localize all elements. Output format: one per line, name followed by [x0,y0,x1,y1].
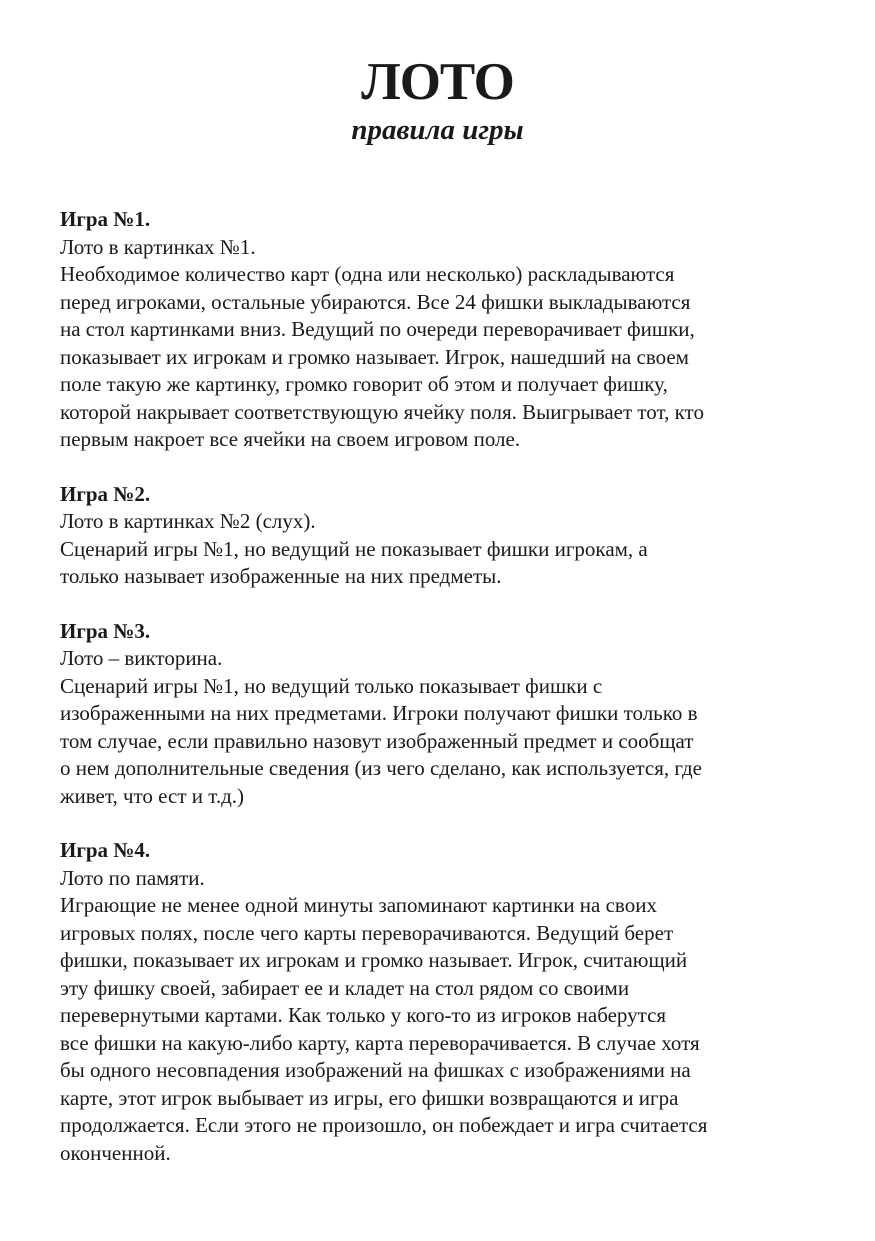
rule-line: Сценарий игры №1, но ведущий только показывает фишки с [60,673,603,698]
game-name: Лото в картинках №1. [60,234,256,259]
game-3-section [60,618,820,811]
rule-line: о нем дополнительные сведения (из чего сделано, как используется, где [60,756,702,780]
game-1-section [60,206,820,454]
rule-line: поле такую же картинку, громко говорит об этом и получает фишку, [60,372,668,396]
rule-line: фишки, показывает их игрокам и громко называет. Игрок, считающий [60,948,688,972]
rule-line: Сценарий игры №1, но ведущий не показывает фишки игрокам, а [60,536,648,561]
rule-line: том случае, если правильно назовут изображенный предмет и сообщат [60,728,694,753]
rule-line: живет, что ест и т.д.) [60,783,245,808]
rule-line: эту фишку своей, забирает ее и кладет на стол рядом со своими [60,975,630,1000]
rule-line: продолжается. Если этого не произошло, он побеждает и игра считается [60,1113,708,1137]
game-4-section [60,837,820,1167]
rule-line: на стол картинками вниз. Ведущий по очереди переворачивает фишки, [60,317,695,341]
game-2-section [60,481,820,591]
rule-line: игровых полях, после чего карты переворачиваются. Ведущий берет [60,920,674,945]
rule-line: перед игроками, остальные убираются. Все 24 фишки выкладываются [60,289,691,314]
rule-line: которой накрывает соответствующую ячейку поля. Выигрывает тот, кто [60,399,704,424]
rules-content [60,206,820,1194]
rule-line: все фишки на какую-либо карту, карта переворачивается. В случае хотя [60,1030,700,1055]
rule-line: бы одного несовпадения изображений на фишках с изображениями на [60,1058,691,1082]
game-name: Лото по памяти. [60,865,205,890]
rule-line: только называет изображенные на них предметы. [60,564,502,588]
rule-line: изображенными на них предметами. Игроки получают фишки только в [60,701,698,725]
game-heading: Игра №2. [60,481,151,506]
rule-line: карте, этот игрок выбывает из игры, его фишки возвращаются и игра [60,1085,679,1110]
page-subtitle: правила игры [351,114,524,146]
rule-line: оконченной. [60,1140,171,1165]
rule-line: перевернутыми картами. Как только у кого-то из игроков наберутся [60,1003,667,1027]
page-title: ЛОТО [361,53,514,111]
game-heading: Игра №4. [60,838,151,862]
game-heading: Игра №1. [60,207,151,231]
rule-line: первым накроет все ячейки на своем игровом поле. [60,427,521,451]
game-name: Лото – викторина. [60,646,223,670]
rule-line: Играющие не менее одной минуты запоминают картинки на своих [60,893,657,917]
rule-line: показывает их игрокам и громко называет. Игрок, нашедший на своем [60,344,689,369]
game-heading: Игра №3. [60,618,151,643]
game-name: Лото в картинках №2 (слух). [60,509,316,533]
rule-line: Необходимое количество карт (одна или несколько) раскладываются [60,262,675,286]
